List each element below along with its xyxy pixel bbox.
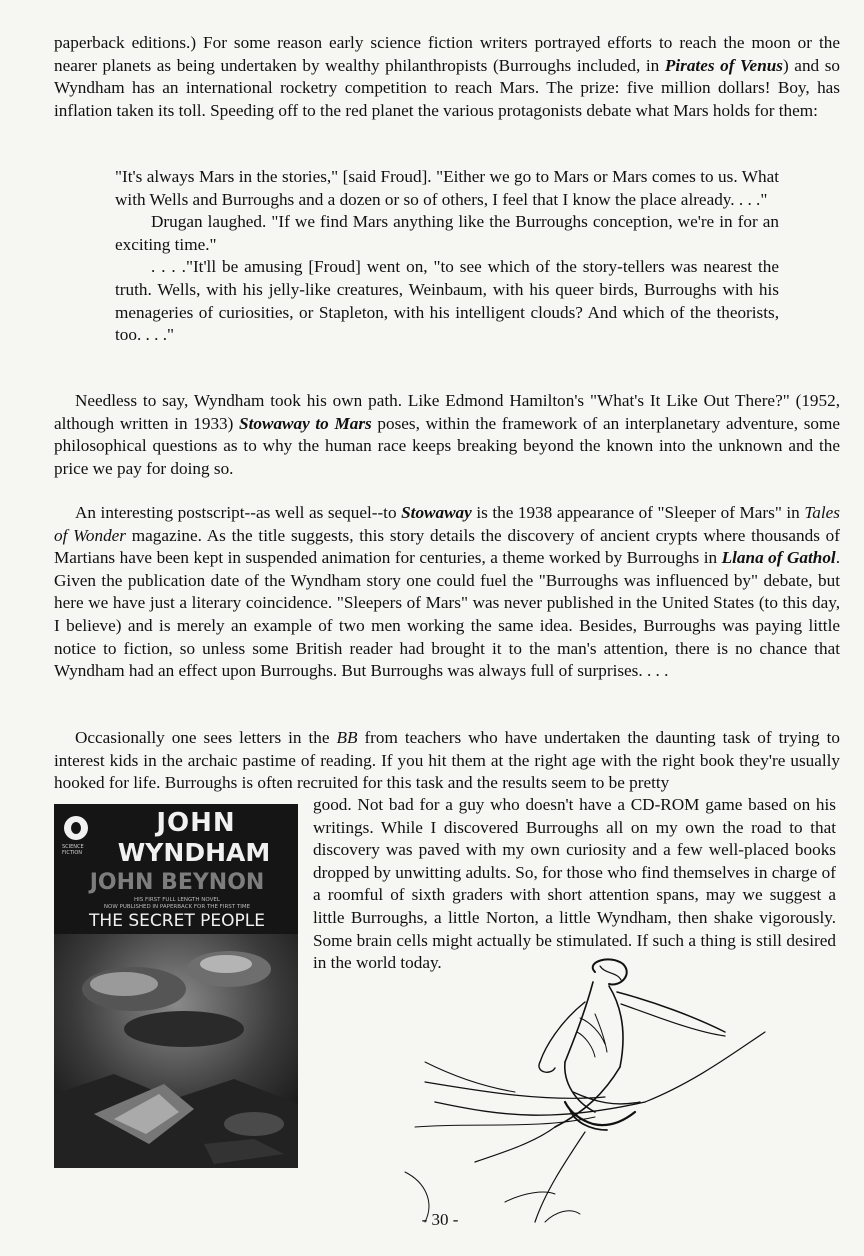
cover-author-first: JOHN: [156, 808, 236, 838]
quote-paragraph-2: Drugan laughed. "If we find Mars anything like the Burroughs conception, we're in for an exciting time.": [115, 212, 779, 254]
paragraph-3-text-b: is the 1938 appearance of "Sleeper of Mars" in: [471, 503, 805, 522]
cover-pseudonym: JOHN BEYNON: [89, 870, 265, 895]
magazine-title-tales-of-wonder: Tales of Wonder: [54, 503, 840, 545]
cover-author-last: WYNDHAM: [117, 838, 271, 867]
book-title-stowaway-to-mars: Stowaway to Mars: [239, 413, 372, 433]
book-title-pirates-of-venus: Pirates of Venus: [664, 55, 783, 75]
cover-title: THE SECRET PEOPLE: [89, 911, 265, 931]
paragraph-3-text-c: magazine. As the title suggests, this story details the discovery of ancient crypts where thousands of Martians have been kept in suspended animation for centuries, a theme worked by Burroughs in: [54, 525, 840, 568]
page-number: - 30 -: [421, 1210, 459, 1229]
cover-note-line-1: HIS FIRST FULL LENGTH NOVEL: [134, 897, 220, 903]
paragraph-1-text-b: ) and so Wyndham has an international rocketry competition to reach Mars. The prize: five million dollars! Boy, has inflation taken its toll. Speeding off to the red planet the various protagonists debate what Mars holds for them:: [54, 55, 840, 120]
quote-paragraph-3: . . . ."It'll be amusing [Froud] went on, "to see which of the story-tellers was nearest the truth. Wells, with his jelly-like creatures, Weinbaum, with his queer birds, Burroughs with his menageries of curiosities, or Stapleton, with his intelligent clouds? And which of the theorists, too. . . .": [115, 257, 779, 345]
paragraph-2-text-b: poses, within the framework of an interplanetary adventure, some philosophical questions as to why the human race keeps breaking beyond the known into the unknown and the price we pay for doing so.: [54, 413, 841, 478]
publisher-logo-icon: [64, 816, 88, 840]
cover-illustration: [54, 934, 298, 1168]
paragraph-4-text-c: good. Not bad for a guy who doesn't have a CD-ROM game based on his writings. While I discovered Burroughs all on my own the road to that discovery was paved with my own curiosity and a few well-placed books dropped by unwitting adults. So, for those who find themselves in charge of a roomful of sixth graders with short attention spans, may we suggest a little Burroughs, a little Norton, a little Wyndham, then shake vigorously. Some brain cells might actually be stimulated. If such a thing is still desired in the world today.: [313, 795, 836, 973]
quote-paragraph-1: "It's always Mars in the stories," [said Froud]. "Either we go to Mars or Mars comes to us. What with Wells and Burroughs and a dozen or so of others, I feel that I know the place already. . . .": [115, 167, 779, 209]
paragraph-1: [54, 32, 840, 122]
paragraph-3: [54, 502, 840, 683]
paragraph-3-text-a: An interesting postscript--as well as sequel--to: [75, 503, 402, 522]
cover-note-line-2: NOW PUBLISHED IN PAPERBACK FOR THE FIRST TIME: [103, 904, 251, 910]
paragraph-4: [54, 727, 840, 795]
block-quote: [115, 166, 779, 347]
paragraph-2: [54, 390, 840, 480]
book-cover-image: [54, 804, 298, 1168]
publisher-label: SCIENCE FICTION: [62, 844, 84, 856]
book-title-stowaway: Stowaway: [401, 503, 472, 522]
tarzan-sketch-illustration: [395, 952, 775, 1232]
book-title-llana-of-gathol: Llana of Gathol: [721, 548, 836, 568]
paragraph-4-text-a: Occasionally one sees letters in the: [75, 728, 337, 747]
magazine-title-bb: BB: [336, 728, 358, 747]
paragraph-3-text-d: . Given the publication date of the Wyndham story one could fuel the "Burroughs was influenced by" debate, but here we have just a literary coincidence. "Sleepers of Mars" was never published in the United States (to this day, I believe) and is merely an example of two men working the same idea. Besides, Burroughs was paying little notice to fiction, so unless some British reader had brought it to the man's attention, there is no chance that Wyndham had an effect upon Burroughs. But Burroughs was always full of surprises. . . .: [54, 548, 841, 681]
paragraph-4-continued: [313, 794, 836, 975]
paragraph-4-text-b: from teachers who have undertaken the daunting task of trying to interest kids in the archaic pastime of reading. If you hit them at the right age with the right book they're usually hooked for life. Burroughs is often recruited for this task and the results seem to be pretty: [54, 728, 840, 793]
cover-note: [64, 897, 290, 911]
paragraph-2-text-a: Needless to say, Wyndham took his own path. Like Edmond Hamilton's "What's It Like Out There?" (1952, although written in 1933): [54, 391, 840, 433]
paragraph-1-text-a: paperback editions.) For some reason early science fiction writers portrayed efforts to reach the moon or the nearer planets as being undertaken by wealthy philanthropists (Burroughs included, in: [54, 33, 840, 75]
